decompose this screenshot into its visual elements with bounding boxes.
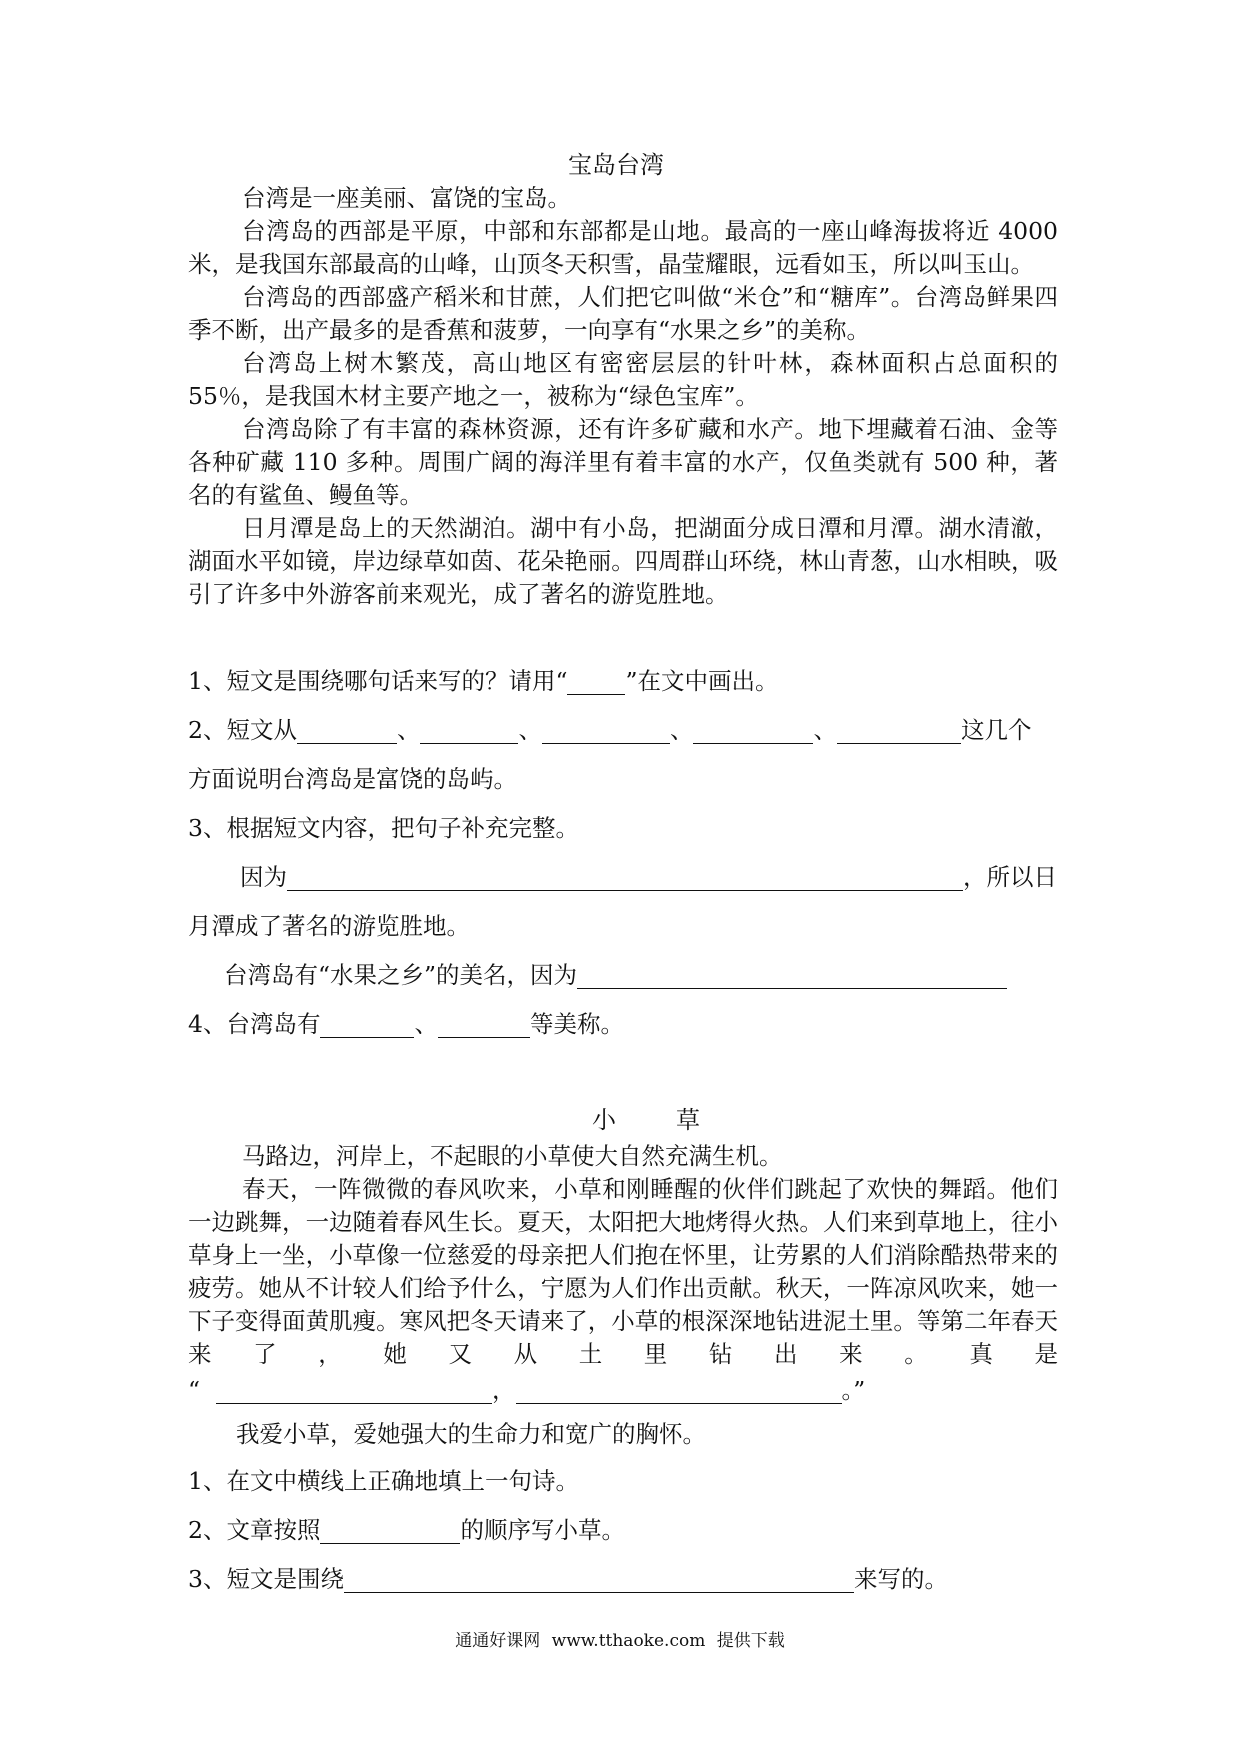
answer-blank[interactable]	[344, 1568, 854, 1593]
separator: 、	[396, 716, 421, 744]
poem-blank[interactable]	[216, 1379, 492, 1404]
separator: 、	[518, 716, 542, 744]
article-title-char: 草	[676, 1106, 700, 1134]
question-4	[188, 1009, 1058, 1039]
answer-blank[interactable]	[693, 719, 813, 744]
question-2-continued: 方面说明台湾岛是富饶的岛屿。	[188, 765, 517, 793]
article-body	[188, 1140, 1058, 1371]
footer-site: 通通好课网	[455, 1631, 541, 1651]
question-3	[188, 1564, 1058, 1594]
question-2	[188, 715, 1058, 745]
answer-blank[interactable]	[438, 1013, 530, 1038]
question-text: 这几个	[960, 716, 1032, 744]
paragraph: 台湾岛的西部是平原，中部和东部都是山地。最高的一座山峰海拔将近 4000 米，是我国东部最高的山峰，山顶冬天积雪，晶莹耀眼，远看如玉，所以叫玉山。	[188, 217, 1058, 278]
answer-blank[interactable]	[297, 719, 397, 744]
question-text: 等美称。	[529, 1010, 624, 1038]
quote-mark: 。”	[841, 1376, 866, 1404]
question-3-item-2	[188, 960, 1058, 990]
answer-blank[interactable]	[567, 670, 625, 695]
article-title-char: 小	[592, 1106, 616, 1134]
poem-blank[interactable]	[516, 1379, 842, 1404]
question-text: ”在文中画出。	[625, 667, 779, 695]
quote-mark: “	[188, 1376, 201, 1404]
question-1	[188, 666, 1058, 696]
question-3-item-1-continued: 月潭成了著名的游览胜地。	[188, 912, 470, 940]
answer-blank[interactable]	[577, 964, 1007, 989]
closing-text: 我爱小草，爱她强大的生命力和宽广的胸怀。	[236, 1420, 706, 1448]
separator: 、	[813, 716, 837, 744]
question-2	[188, 1515, 1058, 1545]
answer-blank[interactable]	[320, 1013, 414, 1038]
answer-blank[interactable]	[320, 1519, 460, 1544]
question-text: 4、台湾岛有	[188, 1010, 321, 1038]
answer-blank[interactable]	[837, 719, 961, 744]
separator: 、	[669, 716, 694, 744]
closing-paragraph	[188, 1419, 1058, 1449]
separator: 、	[414, 1010, 438, 1038]
question-text: 来写的。	[853, 1565, 948, 1593]
paragraph: 台湾岛的西部盛产稻米和甘蔗，人们把它叫做“米仓”和“糖库”。台湾岛鲜果四季不断，出产最多的是香蕉和菠萝，一向享有“水果之乡”的美称。	[188, 283, 1058, 344]
question-text: 2、文章按照	[188, 1516, 321, 1544]
question-text: 3、短文是围绕	[188, 1565, 344, 1593]
article-body	[188, 182, 1058, 611]
paragraph: 春天，一阵微微的春风吹来，小草和刚睡醒的伙伴们跳起了欢快的舞蹈。他们一边跳舞，一边随着春风生长。夏天，太阳把大地烤得火热。人们来到草地上，往小草身上一坐，小草像一位慈爱的母亲把人们抱在怀里，让劳累的人们消除酷热带来的疲劳。她从不计较人们给予什么，宁愿为人们作出贡献。秋天，一阵凉风吹来，她一下子变得面黄肌瘦。寒风把冬天请来了，小草的根深深地钻进泥土里。等第二年春天来了，她又从土里钻出来。真是	[188, 1175, 1058, 1368]
question-text: 的顺序写小草。	[460, 1516, 625, 1544]
paragraph: 台湾岛除了有丰富的森林资源，还有许多矿藏和水产。地下埋藏着石油、金等各种矿藏 110 多种。周围广阔的海洋里有着丰富的水产，仅鱼类就有 500 种，著名的有鲨鱼、鳗鱼等。	[188, 415, 1058, 509]
paragraph: 马路边，河岸上，不起眼的小草使大自然充满生机。	[242, 1142, 783, 1170]
paragraph: 台湾岛上树木繁茂，高山地区有密密层层的针叶林，森林面积占总面积的 55％，是我国木材主要产地之一，被称为“绿色宝库”。	[188, 349, 1058, 410]
answer-blank[interactable]	[287, 866, 963, 891]
footer-url[interactable]: www.tthaoke.com	[551, 1631, 706, 1651]
footer	[0, 1630, 1240, 1652]
question-text: 1、短文是围绕哪句话来写的？请用“	[188, 667, 568, 695]
question-text: 2、短文从	[188, 716, 297, 744]
question-text: 因为	[240, 863, 287, 891]
answer-blank[interactable]	[542, 719, 670, 744]
poem-line	[188, 1375, 1058, 1405]
paragraph: 台湾是一座美丽、富饶的宝岛。	[242, 184, 571, 212]
question-3-item-1	[188, 862, 1058, 892]
question-text: ，所以日	[963, 863, 1057, 891]
question-text: 台湾岛有“水果之乡”的美名，因为	[224, 961, 578, 989]
answer-blank[interactable]	[420, 719, 518, 744]
question-3: 3、根据短文内容，把句子补充完整。	[188, 814, 579, 842]
footer-note: 提供下载	[716, 1631, 785, 1651]
paragraph: 日月潭是岛上的天然湖泊。湖中有小岛，把湖面分成日潭和月潭。湖水清澈，湖面水平如镜，岸边绿草如茵、花朵艳丽。四周群山环绕，林山青葱，山水相映，吸引了许多中外游客前来观光，成了著名的游览胜地。	[188, 514, 1058, 608]
comma: ，	[492, 1376, 516, 1404]
article-title: 宝岛台湾	[568, 151, 664, 179]
question-1: 1、在文中横线上正确地填上一句诗。	[188, 1467, 579, 1495]
